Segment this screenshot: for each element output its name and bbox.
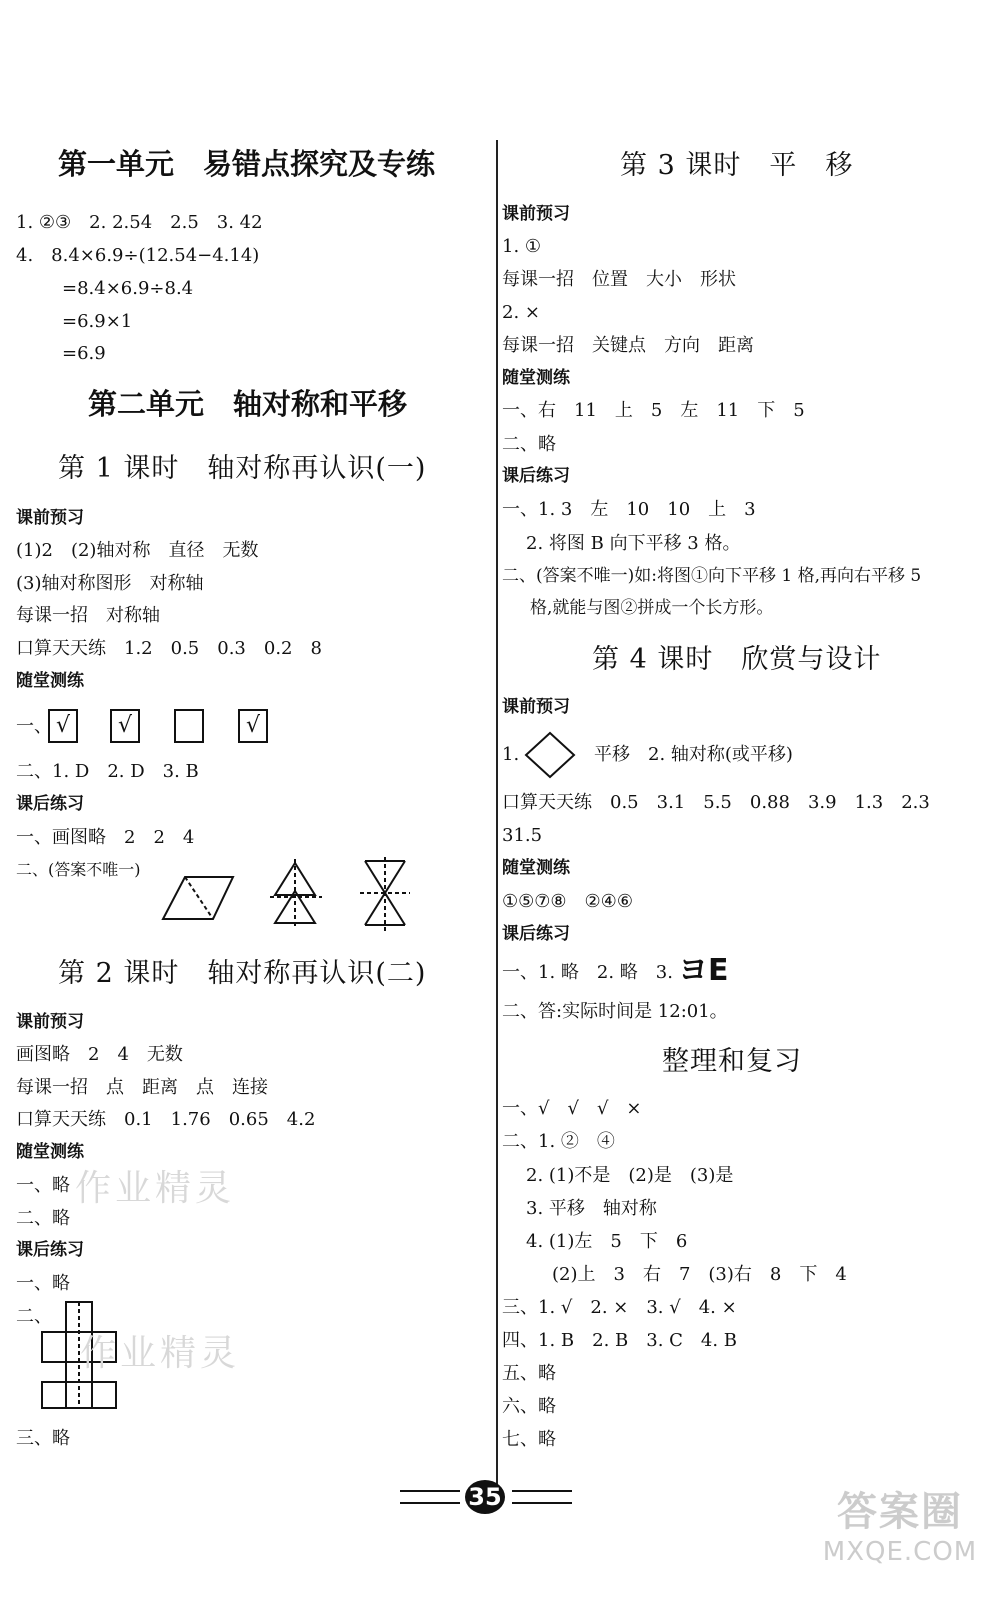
answer-line: (1)2 (2)轴对称 直径 无数 <box>16 540 259 561</box>
mirror-glyph: ヨE <box>678 953 729 988</box>
triangle-figure <box>270 859 322 929</box>
page-number: 35 <box>465 1480 505 1514</box>
answer-line: 口算天天练 0.5 3.1 5.5 0.88 3.9 1.3 2.3 <box>502 792 930 813</box>
answer-line: 2. 将图 B 向下平移 3 格。 <box>526 533 741 554</box>
unit1-title: 第一单元 易错点探究及专练 <box>58 147 436 181</box>
u1-answer-line: =8.4×6.9÷8.4 <box>62 278 194 299</box>
column-divider <box>496 140 498 1490</box>
answer-line: 每课一招 关键点 方向 距离 <box>502 335 754 356</box>
answer-line: 1. ① <box>502 236 542 257</box>
section-label: 课后练习 <box>502 466 570 486</box>
answer-line: 平移 2. 轴对称(或平移) <box>594 744 793 765</box>
answer-line: 五、略 <box>502 1363 556 1384</box>
answer-line: 2. × <box>502 302 540 323</box>
answer-line: 一、右 11 上 5 左 11 下 5 <box>502 400 805 421</box>
check-box <box>174 709 204 743</box>
answer-line: 一、 <box>16 716 52 737</box>
answer-line: 二、略 <box>502 434 556 455</box>
answer-line: 二、答:实际时间是 12:01。 <box>502 1001 728 1022</box>
page-ornament-right <box>512 1490 572 1504</box>
section-label: 课前预习 <box>16 508 84 528</box>
answer-line: 四、1. B 2. B 3. C 4. B <box>502 1330 738 1351</box>
page-ornament-left <box>400 1490 460 1504</box>
answer-line: 二、(答案不唯一) <box>16 860 141 879</box>
answer-line: 每课一招 位置 大小 形状 <box>502 269 736 290</box>
answer-line: 六、略 <box>502 1396 556 1417</box>
lesson2-title: 第 2 课时 轴对称再认识(二) <box>58 958 427 989</box>
answer-line: 一、略 <box>16 1175 70 1196</box>
answer-line: 每课一招 点 距离 点 连接 <box>16 1077 268 1098</box>
answer-line: 4. (1)左 5 下 6 <box>526 1231 688 1252</box>
answer-line: 1. <box>502 744 520 765</box>
answer-line: 七、略 <box>502 1429 556 1450</box>
answer-line: 口算天天练 0.1 1.76 0.65 4.2 <box>16 1109 316 1130</box>
answer-line: 2. (1)不是 (2)是 (3)是 <box>526 1165 734 1186</box>
answer-line: 三、1. √ 2. × 3. √ 4. × <box>502 1297 737 1318</box>
section-label: 随堂测练 <box>16 671 84 691</box>
u1-answer-line: 1. ②③ 2. 2.54 2.5 3. 42 <box>16 212 263 233</box>
diamond-figure <box>524 731 576 779</box>
answer-line: 一、画图略 2 2 4 <box>16 827 195 848</box>
answer-line: 画图略 2 4 无数 <box>16 1044 183 1065</box>
answer-line: 每课一招 对称轴 <box>16 605 160 626</box>
answer-line: 一、1. 3 左 10 10 上 3 <box>502 499 756 520</box>
u1-answer-line: 4. 8.4×6.9÷(12.54−4.14) <box>16 245 260 266</box>
section-label: 课前预习 <box>502 697 570 717</box>
watermark-text: 作业精灵 <box>80 1333 241 1374</box>
lesson1-title: 第 1 课时 轴对称再认识(一) <box>58 453 427 484</box>
answer-line: 二、 <box>16 1306 52 1327</box>
answer-line: 一、√ √ √ × <box>502 1098 642 1119</box>
check-box: √ <box>48 709 78 743</box>
u1-answer-line: =6.9×1 <box>62 311 133 332</box>
answer-line: 一、略 <box>16 1273 70 1294</box>
section-label: 随堂测练 <box>502 368 570 388</box>
answer-line: 格,就能与图②拼成一个长方形。 <box>530 598 774 618</box>
answer-line: 口算天天练 1.2 0.5 0.3 0.2 8 <box>16 638 322 659</box>
check-box: √ <box>238 709 268 743</box>
answer-line: 3. 平移 轴对称 <box>526 1198 657 1219</box>
corner-watermark-logo <box>820 1480 980 1590</box>
answer-line: 二、1. D 2. D 3. B <box>16 761 199 782</box>
answer-line: 二、1. ② ④ <box>502 1131 615 1152</box>
unit2-title: 第二单元 轴对称和平移 <box>88 387 408 421</box>
parallelogram-figure <box>163 877 233 919</box>
answer-line: 二、(答案不唯一)如:将图①向下平移 1 格,再向右平移 5 <box>502 566 922 586</box>
section-label: 随堂测练 <box>502 858 570 878</box>
lesson3-title: 第 3 课时 平 移 <box>620 150 854 181</box>
answer-line: 一、1. 略 2. 略 3. <box>502 962 673 983</box>
answer-line: 二、略 <box>16 1208 70 1229</box>
answer-line: 31.5 <box>502 825 543 846</box>
answer-line: ①⑤⑦⑧ ②④⑥ <box>502 891 633 912</box>
answer-line: 三、略 <box>16 1428 70 1449</box>
review-title: 整理和复习 <box>662 1046 802 1077</box>
section-label: 课后练习 <box>16 794 84 814</box>
section-label: 课后练习 <box>16 1240 84 1260</box>
corner-watermark-title: 答案圈 <box>837 1489 963 1535</box>
lesson4-title: 第 4 课时 欣赏与设计 <box>592 644 882 675</box>
answer-line: (3)轴对称图形 对称轴 <box>16 573 204 594</box>
u1-answer-line: =6.9 <box>62 343 106 364</box>
section-label: 课前预习 <box>16 1012 84 1032</box>
answer-line: (2)上 3 右 7 (3)右 8 下 4 <box>552 1264 847 1285</box>
section-label: 随堂测练 <box>16 1142 84 1162</box>
section-label: 课前预习 <box>502 204 570 224</box>
check-box: √ <box>110 709 140 743</box>
hourglass-figure <box>360 857 410 931</box>
corner-watermark-url: MXQE.COM <box>822 1537 978 1567</box>
symmetry-figures <box>155 855 425 935</box>
watermark-text: 作业精灵 <box>75 1168 236 1209</box>
section-label: 课后练习 <box>502 924 570 944</box>
